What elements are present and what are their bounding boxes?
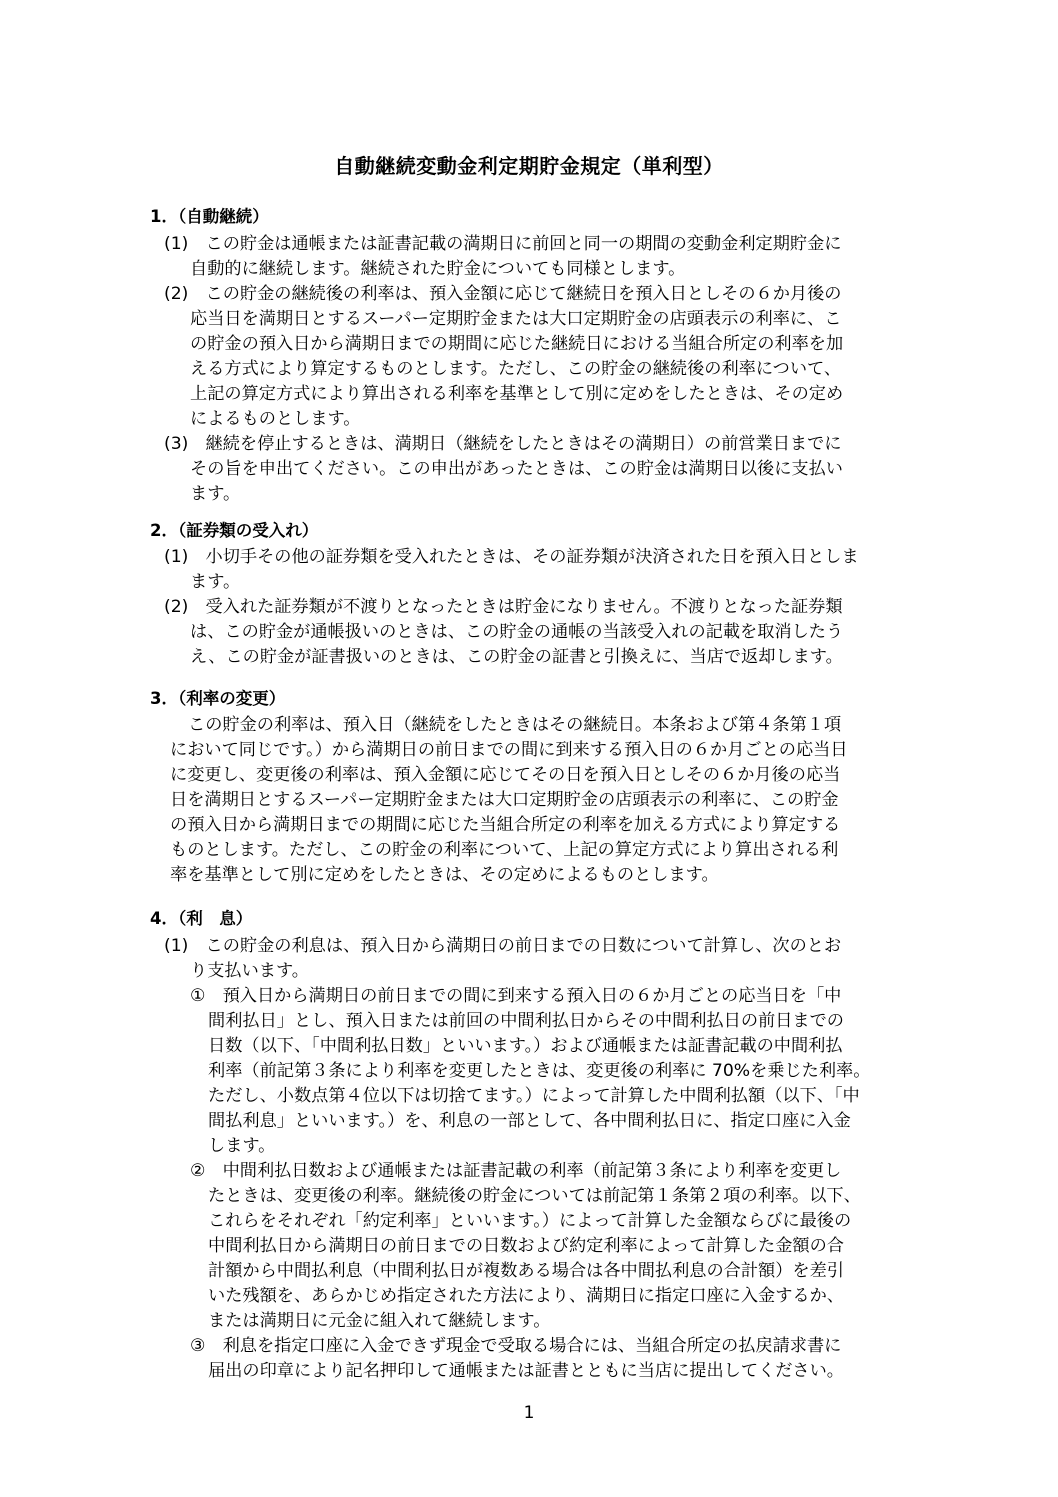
paragraph-line: ③ 利息を指定口座に入金できず現金で受取る場合には、当組合所定の払戻請求書に <box>190 1336 842 1356</box>
paragraph-line: (2) この貯金の継続後の利率は、預入金額に応じて継続日を預入日としその６か月後の <box>164 284 842 304</box>
paragraph-line: これらをそれぞれ「約定利率」といいます。）によって計算した金額ならびに最後の <box>208 1211 852 1231</box>
paragraph-line: (3) 継続を停止するときは、満期日（継続をしたときはその満期日）の前営業日までに <box>164 434 842 454</box>
paragraph-line: 間払利息」といいます。）を、利息の一部として、各中間利払日に、指定口座に入金 <box>208 1111 851 1131</box>
paragraph-line: します。 <box>208 1136 276 1156</box>
paragraph-line: 率を基準として別に定めをしたときは、その定めによるものとします。 <box>170 865 719 885</box>
paragraph-line: の貯金の預入日から満期日までの期間に応じた継続日における当組合所定の利率を加 <box>190 334 844 354</box>
paragraph-line: 利率（前記第３条により利率を変更したときは、変更後の利率に 70%を乗じた利率。 <box>208 1061 871 1081</box>
paragraph-line: 届出の印章により記名押印して通帳または証書とともに当店に提出してください。 <box>208 1361 844 1381</box>
paragraph-line: ただし、小数点第４位以下は切捨てます。）によって計算した中間利払額（以下、「中 <box>208 1086 860 1106</box>
paragraph-line: ① 預入日から満期日の前日までの間に到来する預入日の６か月ごとの応当日を「中 <box>190 986 842 1006</box>
paragraph-line: 日数（以下、「中間利払日数」といいます。）および通帳または証書記載の中間利払 <box>208 1036 843 1056</box>
document-title: 自動継続変動金利定期貯金規定（単利型） <box>334 154 724 178</box>
paragraph-line: ② 中間利払日数および通帳または証書記載の利率（前記第３条により利率を変更し <box>190 1161 842 1181</box>
paragraph-line: たときは、変更後の利率。継続後の貯金については前記第１条第２項の利率。以下、 <box>208 1186 861 1206</box>
paragraph-line: り支払います。 <box>190 961 309 981</box>
paragraph-line: において同じです。）から満期日の前日までの間に到来する預入日の６か月ごとの応当日 <box>170 740 848 760</box>
paragraph-line: (1) この貯金の利息は、預入日から満期日の前日までの日数について計算し、次のとお <box>164 936 842 956</box>
paragraph-line: または満期日に元金に組入れて継続します。 <box>208 1311 551 1331</box>
paragraph-line: (1) この貯金は通帳または証書記載の満期日に前回と同一の期間の変動金利定期貯金に <box>164 234 842 254</box>
paragraph-line: に変更し、変更後の利率は、預入金額に応じてその日を預入日としその６か月後の応当 <box>170 765 841 785</box>
paragraph-line: の預入日から満期日までの期間に応じた当組合所定の利率を加える方式により算定する <box>170 815 841 835</box>
paragraph-line: える方式により算定するものとします。ただし、この貯金の継続後の利率について、 <box>190 359 842 379</box>
paragraph-line: によるものとします。 <box>190 409 361 429</box>
paragraph-line: 上記の算定方式により算出される利率を基準として別に定めをしたときは、その定め <box>190 384 844 404</box>
paragraph-line: え、この貯金が証書扱いのときは、この貯金の証書と引換えに、当店で返却します。 <box>190 647 843 667</box>
paragraph-line: は、この貯金が通帳扱いのときは、この貯金の通帳の当該受入れの記載を取消したう <box>190 622 844 642</box>
section-heading: 2．（証券類の受入れ） <box>150 521 319 540</box>
paragraph-line: 日を満期日とするスーパー定期貯金または大口定期貯金の店頭表示の利率に、この貯金 <box>170 790 839 810</box>
paragraph-line: (1) 小切手その他の証券類を受入れたときは、その証券類が決済された日を預入日としま <box>164 547 859 567</box>
paragraph-line: いた残額を、あらかじめ指定された方法により、満期日に指定口座に入金するか、 <box>208 1286 844 1306</box>
paragraph-line: 中間利払日から満期日の前日までの日数および約定利率によって計算した金額の合 <box>208 1236 844 1256</box>
paragraph-line: 計額から中間払利息（中間利払日が複数ある場合は各中間払利息の合計額）を差引 <box>208 1261 844 1281</box>
section-heading: 4．（利 息） <box>150 909 253 928</box>
paragraph-line: 間利払日」とし、預入日または前回の中間利払日からその中間利払日の前日までの <box>208 1011 844 1031</box>
paragraph-line: ものとします。ただし、この貯金の利率について、上記の算定方式により算出される利 <box>170 840 839 860</box>
paragraph-line: 自動的に継続します。継続された貯金についても同様とします。 <box>190 259 686 279</box>
paragraph-line: ます。 <box>190 572 241 592</box>
paragraph-line: この貯金の利率は、預入日（継続をしたときはその継続日。本条および第４条第１項 <box>188 715 842 735</box>
page-number: 1 <box>523 1403 535 1423</box>
paragraph-line: 応当日を満期日とするスーパー定期貯金または大口定期貯金の店頭表示の利率に、こ <box>190 309 842 329</box>
section-heading: 3．（利率の変更） <box>150 689 286 708</box>
section-heading: 1．（自動継続） <box>150 207 269 226</box>
paragraph-line: (2) 受入れた証券類が不渡りとなったときは貯金になりません。不渡りとなった証券類 <box>164 597 843 617</box>
paragraph-line: その旨を申出てください。この申出があったときは、この貯金は満期日以後に支払い <box>190 459 843 479</box>
paragraph-line: ます。 <box>190 484 241 504</box>
